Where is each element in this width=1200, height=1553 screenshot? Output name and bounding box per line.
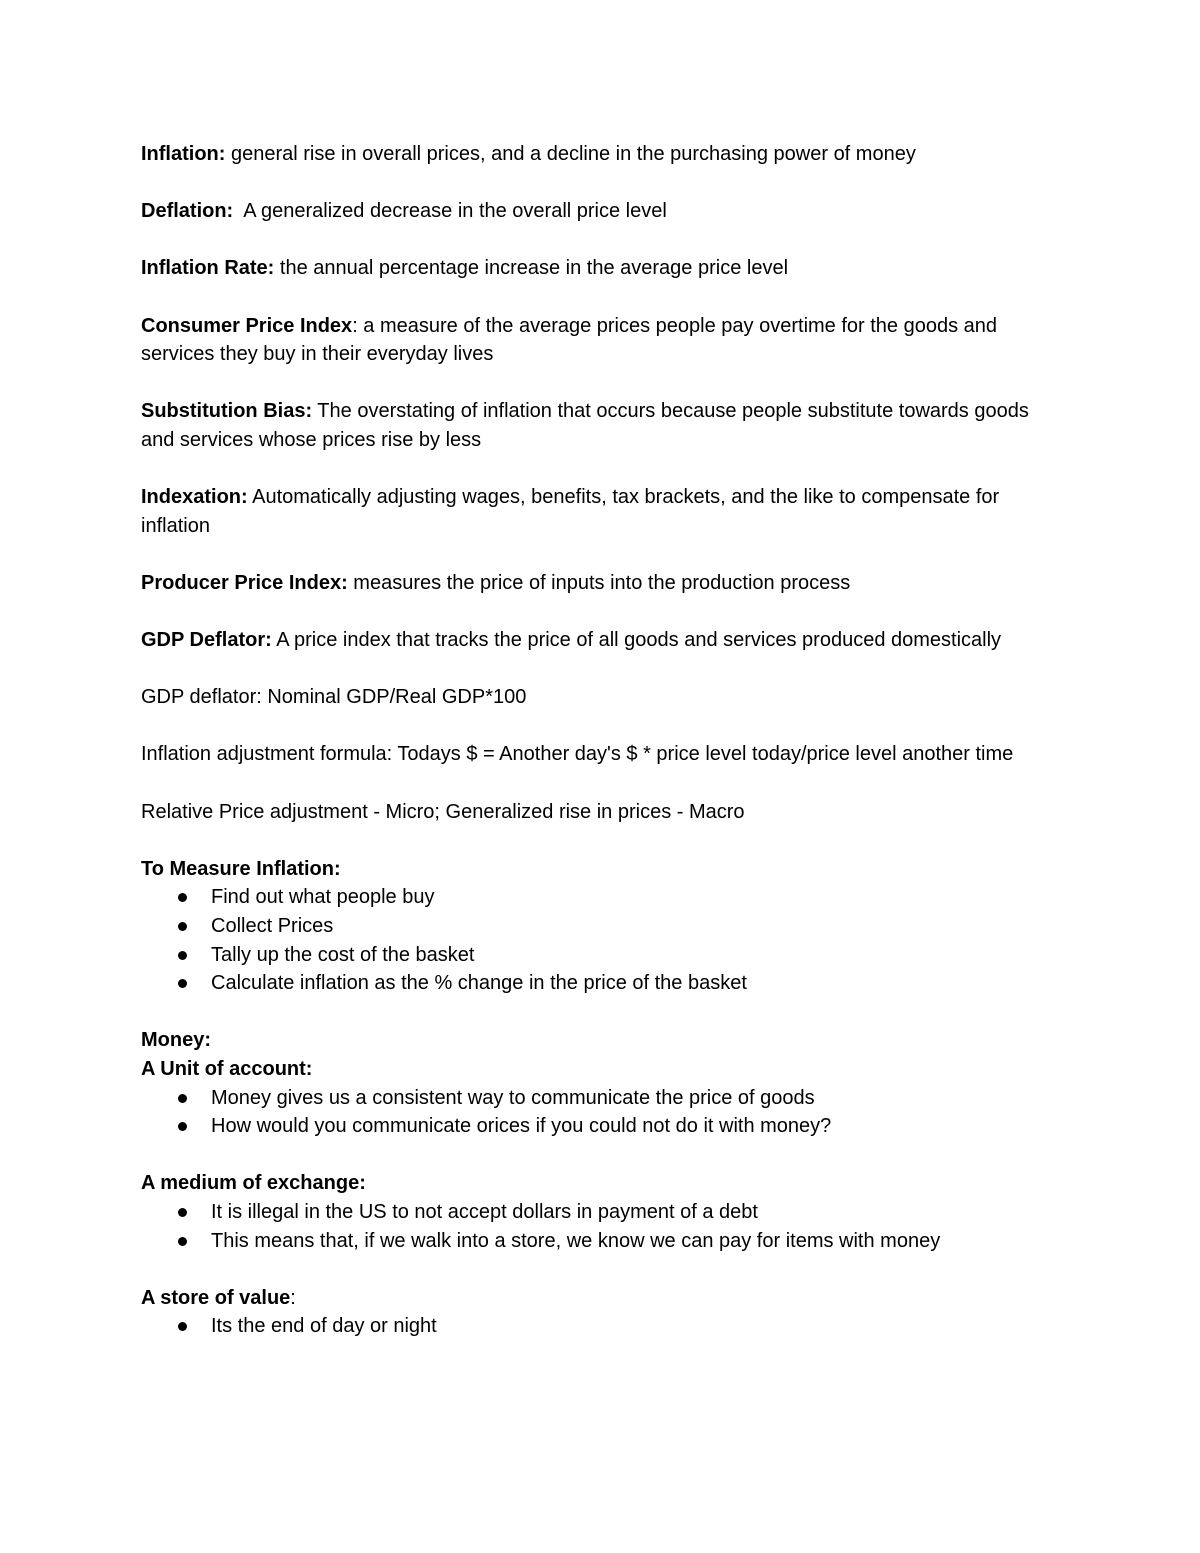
definition-deflation [141,197,1051,226]
definition-term: GDP Deflator: [141,629,272,652]
bullet-icon [178,1208,187,1217]
definition-term: Indexation: [141,486,248,509]
list-item: Its the end of day or night [141,1312,1051,1341]
note-gdp-deflator-formula: GDP deflator: Nominal GDP/Real GDP*100 [141,686,527,709]
definition-text: The overstating of inflation that occurs because people substitute towards goods and services whose prices rise by less [141,400,1029,451]
definition-ppi [141,569,1051,598]
definition-term: Inflation Rate: [141,257,275,280]
medium-of-exchange-list [141,1198,1051,1255]
definition-term: Producer Price Index: [141,571,348,594]
definition-text: the annual percentage increase in the average price level [274,257,789,280]
definition-text: A price index that tracks the price of all goods and services produced domestically [271,629,1002,652]
measure-inflation-heading: To Measure Inflation: [141,857,341,880]
definition-term: Consumer Price Index [141,314,353,337]
money-heading: Money: [141,1029,211,1052]
note-relative-price: Relative Price adjustment - Micro; Generalized rise in prices - Macro [141,800,745,823]
document-page [141,140,1051,1370]
definition-cpi [141,312,1051,369]
list-item: Calculate inflation as the % change in the price of the basket [141,969,1051,998]
definition-text: A generalized decrease in the overall price level [233,200,667,223]
note-inflation-adjustment-formula: Inflation adjustment formula: Todays $ = Another day's $ * price level today/price level another time [141,743,1014,766]
bullet-icon [178,1237,187,1246]
definition-inflation [141,140,1051,169]
list-item: Collect Prices [141,912,1051,941]
list-item: Find out what people buy [141,883,1051,912]
store-of-value-list [141,1312,1051,1341]
definition-term: Inflation: [141,143,226,165]
definition-gdp-deflator [141,626,1051,655]
list-item: How would you communicate orices if you could not do it with money? [141,1112,1051,1141]
store-of-value-heading: A store of value: [141,1286,296,1309]
bullet-icon [178,951,187,960]
definition-indexation [141,483,1051,540]
definition-text: : a measure of the average prices people pay overtime for the goods and services they buy in their everyday lives [141,314,998,366]
list-item: Tally up the cost of the basket [141,941,1051,970]
bullet-icon [178,1322,187,1331]
list-item: It is illegal in the US to not accept dollars in payment of a debt [141,1198,1051,1227]
bullet-icon [178,893,187,902]
definition-term: Deflation: [141,200,234,223]
bullet-icon [178,1122,187,1131]
bullet-icon [178,1094,187,1103]
measure-inflation-list [141,883,1051,997]
definition-text: Automatically adjusting wages, benefits, tax brackets, and the like to compensate for inflation [141,486,1000,537]
list-item: Money gives us a consistent way to communicate the price of goods [141,1084,1051,1113]
bullet-icon [178,979,187,988]
unit-of-account-list [141,1084,1051,1141]
definition-text: measures the price of inputs into the production process [347,571,851,594]
list-item: This means that, if we walk into a store, we know we can pay for items with money [141,1227,1051,1256]
unit-of-account-heading: A Unit of account: [141,1058,313,1080]
definition-substitution-bias [141,397,1051,454]
definition-inflation-rate [141,254,1051,283]
medium-of-exchange-heading: A medium of exchange: [141,1172,366,1195]
definition-term: Substitution Bias: [141,400,313,423]
definition-text: general rise in overall prices, and a decline in the purchasing power of money [225,143,916,165]
bullet-icon [178,922,187,931]
